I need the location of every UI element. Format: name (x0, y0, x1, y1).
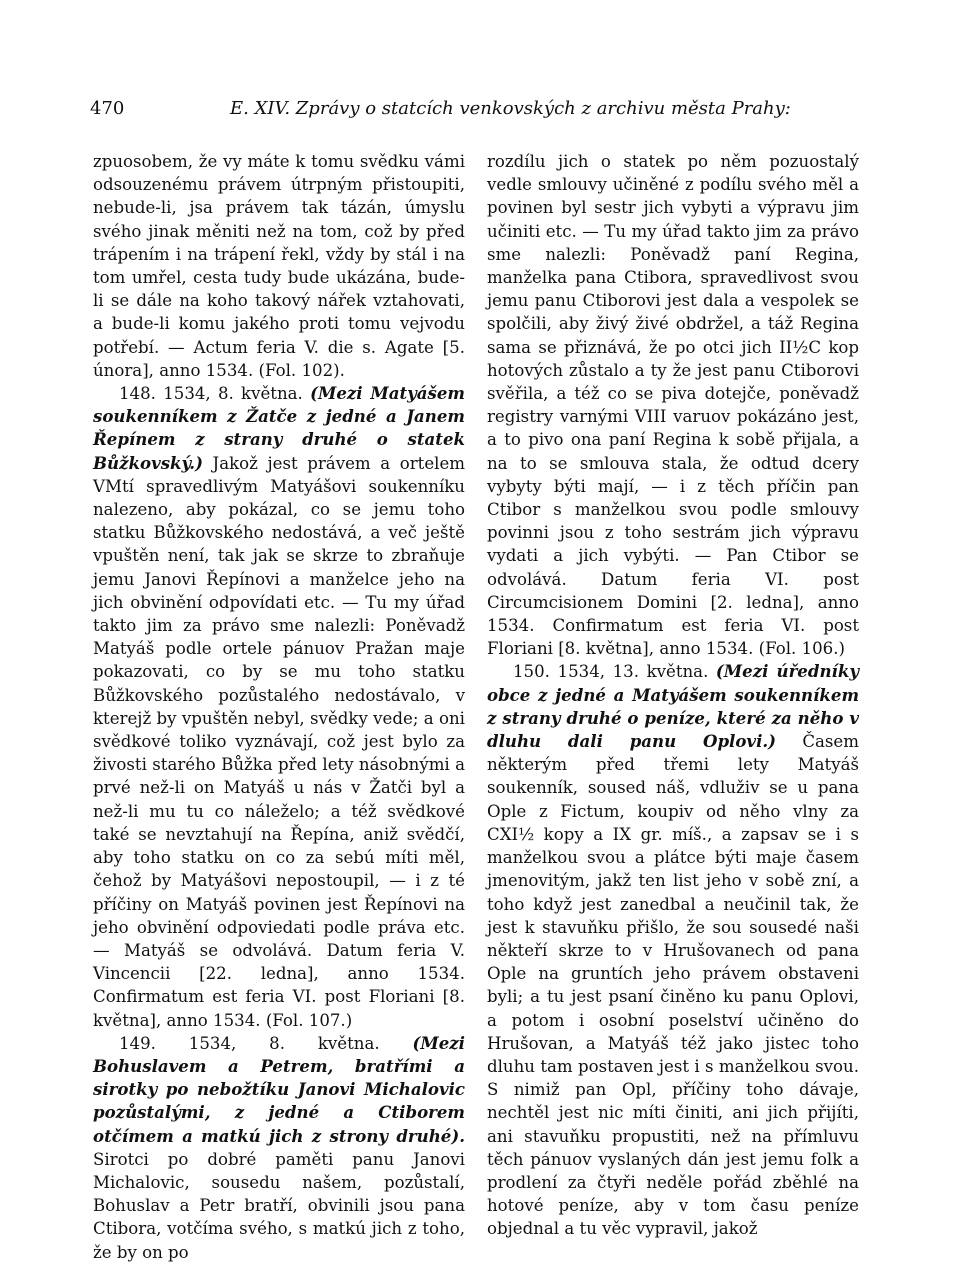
entry-150 (487, 660, 859, 1240)
entry-149-body: Sirotci po dobré paměti panu Janovi Michalovic, sousedu našem, pozůstalí, Bohuslav a Petr bratří, obvinili jsou pana Ctibora, votčíma svého, s matkú jich z toho, že by on po (93, 1149, 465, 1262)
paragraph-continuation-right: rozdílu jich o statek po něm pozuostalý vedle smlouvy učiněné z podílu svého měl a povinen byl sestr jich vybyti a výpravu jim učiniti etc. — Tu my úřad takto jim za právo sme nalezli: Poněvadž paní Regina, manželka pana Ctibora, spravedlivost svou jemu panu Ctiborovi jest dala a vespolek se spolčili, aby živý živé obdržel, a táž Regina sama se přiznává, že po otci jich II½C kop hotových zůstalo a ty že jest panu Ctiborovi svěřila, a též co se piva dotejče, poněvadž registry varnými VIII varuov pokázáno jest, a to pivo ona paní Regina k sobě přijala, a na to se smlouva stala, že odtud dcery vybyty býti mají, — i z těch příčin pan Ctibor s manželkou svou podle smlouvy povinni jsou z toho sestrám jich výpravu vydati a jich vybýti. — Pan Ctibor se odvolává. Datum feria VI. post Circumcisionem Domini [2. ledna], anno 1534. Confirmatum est feria VI. post Floriani [8. května], anno 1534. (Fol. 106.) (487, 152, 859, 659)
entry-149 (93, 1032, 465, 1264)
entry-150-heading: (Mezi úředníky obce z jedné a Matyášem soukenníkem z strany druhé o peníze, které za něho v dluhu dali panu Oplovi.) (487, 661, 859, 752)
left-column (93, 150, 465, 1264)
paragraph-continuation: zpuosobem, že vy máte k tomu svědku vámi odsouzenému právem útrpným přistoupiti, nebude-li, jsa právem tak tázán, úmyslu svého jinak měniti než na tom, což by před trápením i na trápení řekl, vždy by stál i na tom umřel, cesta tudy bude ukázána, bude-li se dále na koho takový nářek vztahovati, a bude-li komu jakého proti tomu vejvodu potřebí. — Actum feria V. die s. Agate [5. února], anno 1534. (Fol. 102). (93, 152, 465, 380)
page-header (90, 98, 870, 126)
entry-150-body: Časem některým před třemi lety Matyáš soukenník, soused náš, vdluživ se u pana Ople z Fictum, koupiv od něho vlny za CXI½ kopy a IX gr. míš., a zapsav se i s manželkou svou a plátce býti maje časem jmenovitým, jakž ten list jeho v sobě zní, a toho když jest zanedbal a neučinil tak, že jest k stavuňku přišlo, že sou sousedé naši někteří skrze to v Hrušovanech od pana Ople na gruntích jeho právem obstaveni byli; a tu jest psaní činěno ku panu Oplovi, a potom i osobní poselství učiněno do Hrušovan, a Matyáš též jako jistec toho dluhu tam postaven jest i s manželkou svou. S nimiž pan Opl, příčiny toho dávaje, nechtěl jest nic míti činiti, ani jich přijíti, ani stavuňku propustiti, než na přímluvu těch pánuov vyslaných dán jest jemu folk a prodlení za čtyři neděle pořád zběhlé na hotové peníze, aby v tom času peníze objednal a tu věc vypravil, jakož (487, 732, 859, 1239)
entry-149-heading: (Mezi Bohuslavem a Petrem, bratřími a sirotky po nebožtíku Janovi Michalovic pozůstalými, z jedné a Ctiborem otčímem a matkú jich z strony druhé). (93, 1032, 465, 1146)
running-title: E. XIV. Zprávy o statcích venkovských z archivu města Prahy: (230, 98, 791, 119)
entry-148-heading: (Mezi Matyášem soukenníkem z Žatče z jedné a Janem Řepínem z strany druhé o statek Bůžkovský.) (93, 383, 465, 473)
entry-148 (93, 382, 465, 1032)
entry-150-number: 150. 1534, 13. května. (513, 662, 709, 682)
page-number: 470 (90, 98, 125, 119)
entry-149-number: 149. 1534, 8. května. (119, 1033, 380, 1053)
entry-148-number: 148. 1534, 8. května. (119, 384, 303, 404)
right-column (487, 150, 859, 1241)
entry-148-body: Jakož jest právem a ortelem VMtí spravedlivým Matyášovi soukenníku nalezeno, aby pokázal, co se jemu toho statku Bůžkovského nedostává, a več ještě vpuštěn není, tak jak se skrze to zbraňuje jemu Janovi Řepínovi a manželce jeho na jich obvinění odpovídati etc. — Tu my úřad takto jim za právo sme nalezli: Poněvadž Matyáš podle ortele pánuov Pražan maje pokazovati, co by se mu toho statku Bůžkovského pozůstalého nedostávalo, v kterejž by vpuštěn nebyl, svědky vede; a oni svědkové toliko vyznávají, což jest bylo za živosti starého Bůžka před lety násobnými a prvé než-li on Matyáš u nás v Žatči byl a než-li mu tu co náleželo; a též svědkové také se nevztahují na Řepína, aniž svědčí, aby toho statku on co za sebú míti měl, čehož by Matyášovi nepostoupil, — i z té příčiny on Matyáš povinen jest Řepínovi na jeho obvinění odpoviedati podle práva etc. — Matyáš se odvolává. Datum feria V. Vincencii [22. ledna], anno 1534. Confirmatum est feria VI. post Floriani [8. května], anno 1534. (Fol. 107.) (93, 453, 465, 1030)
